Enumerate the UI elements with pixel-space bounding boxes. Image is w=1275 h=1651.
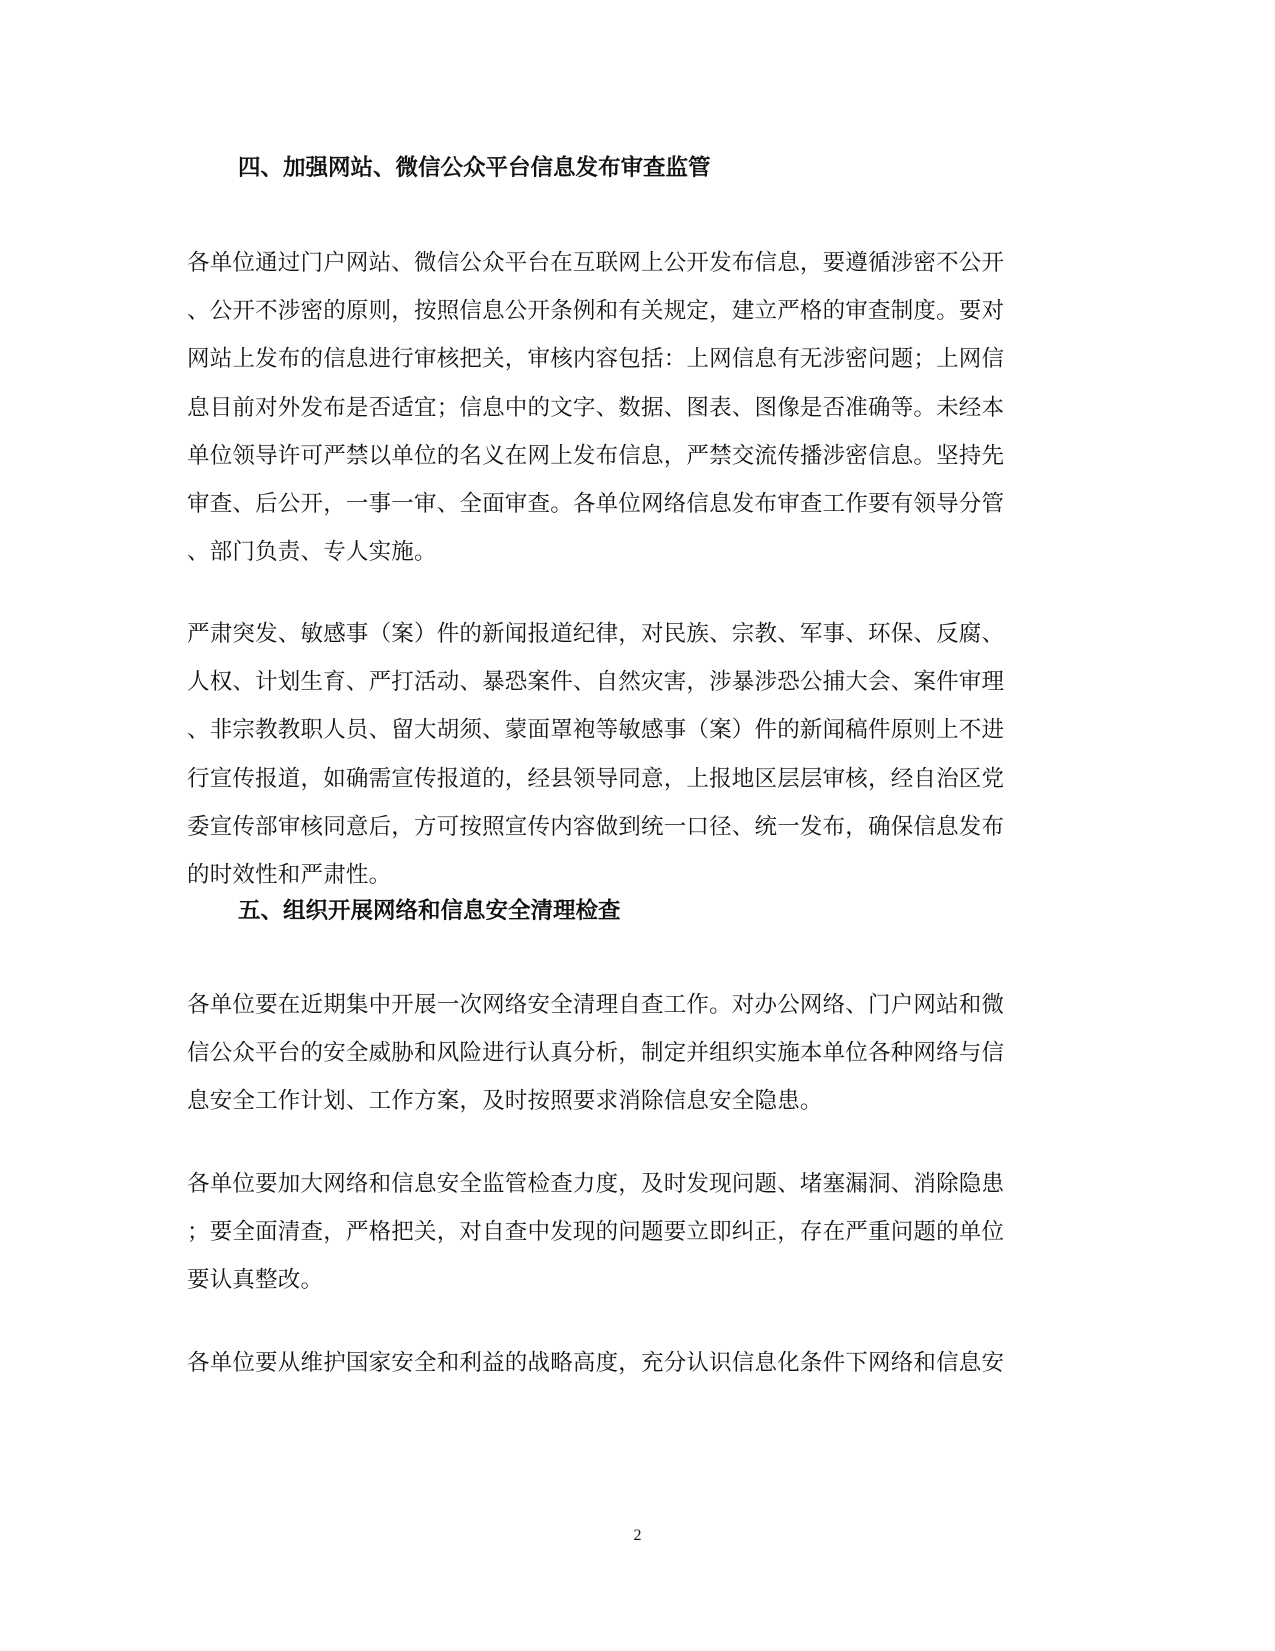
page-number: 2 [633, 1527, 642, 1544]
text-line: 、部门负责、专人实施。 [187, 539, 437, 566]
text-line: 要认真整改。 [187, 1267, 324, 1294]
text-line: 各单位要加大网络和信息安全监管检查力度，及时发现问题、堵塞漏洞、消除隐患 [187, 1171, 1005, 1197]
text-line: 的时效性和严肃性。 [187, 862, 392, 889]
text-line: 息目前对外发布是否适宜；信息中的文字、数据、图表、图像是否准确等。未经本 [187, 394, 1005, 421]
text-line: 单位领导许可严禁以单位的名义在网上发布信息，严禁交流传播涉密信息。坚持先 [187, 442, 1005, 469]
text-line: ；要全面清查，严格把关，对自查中发现的问题要立即纠正，存在严重问题的单位 [187, 1219, 1005, 1246]
section-heading-4: 四、加强网站、微信公众平台信息发布审查监管 [238, 155, 711, 181]
text-line: 各单位通过门户网站、微信公众平台在互联网上公开发布信息，要遵循涉密不公开 [187, 250, 1005, 276]
text-line: 各单位要在近期集中开展一次网络安全清理自查工作。对办公网络、门户网站和微 [187, 992, 1005, 1018]
text-line: 委宣传部审核同意后，方可按照宣传内容做到统一口径、统一发布，确保信息发布 [187, 813, 1005, 840]
text-line: 各单位要从维护国家安全和利益的战略高度，充分认识信息化条件下网络和信息安 [187, 1350, 1005, 1376]
paragraph-security-self-check [187, 981, 1087, 1126]
paragraph-website-review [187, 239, 1087, 576]
paragraph-news-discipline [187, 610, 1087, 899]
paragraph-supervision [187, 1160, 1087, 1305]
text-line: 严肃突发、敏感事（案）件的新闻报道纪律，对民族、宗教、军事、环保、反腐、 [187, 621, 1005, 647]
paragraph-national-security [187, 1339, 1087, 1387]
text-line: 息安全工作计划、工作方案，及时按照要求消除信息安全隐患。 [187, 1088, 823, 1115]
text-line: 、公开不涉密的原则，按照信息公开条例和有关规定，建立严格的审查制度。要对 [187, 298, 1005, 325]
text-line: 审查、后公开，一事一审、全面审查。各单位网络信息发布审查工作要有领导分管 [187, 491, 1005, 518]
text-line: 网站上发布的信息进行审核把关，审核内容包括：上网信息有无涉密问题；上网信 [187, 346, 1005, 373]
text-line: 、非宗教教职人员、留大胡须、蒙面罩袍等敏感事（案）件的新闻稿件原则上不进 [187, 717, 1005, 744]
text-line: 行宣传报道，如确需宣传报道的，经县领导同意，上报地区层层审核，经自治区党 [187, 765, 1005, 792]
text-line: 人权、计划生育、严打活动、暴恐案件、自然灾害，涉暴涉恐公捕大会、案件审理 [187, 669, 1005, 696]
text-line: 信公众平台的安全威胁和风险进行认真分析，制定并组织实施本单位各种网络与信 [187, 1040, 1005, 1067]
section-heading-5: 五、组织开展网络和信息安全清理检查 [238, 898, 621, 924]
